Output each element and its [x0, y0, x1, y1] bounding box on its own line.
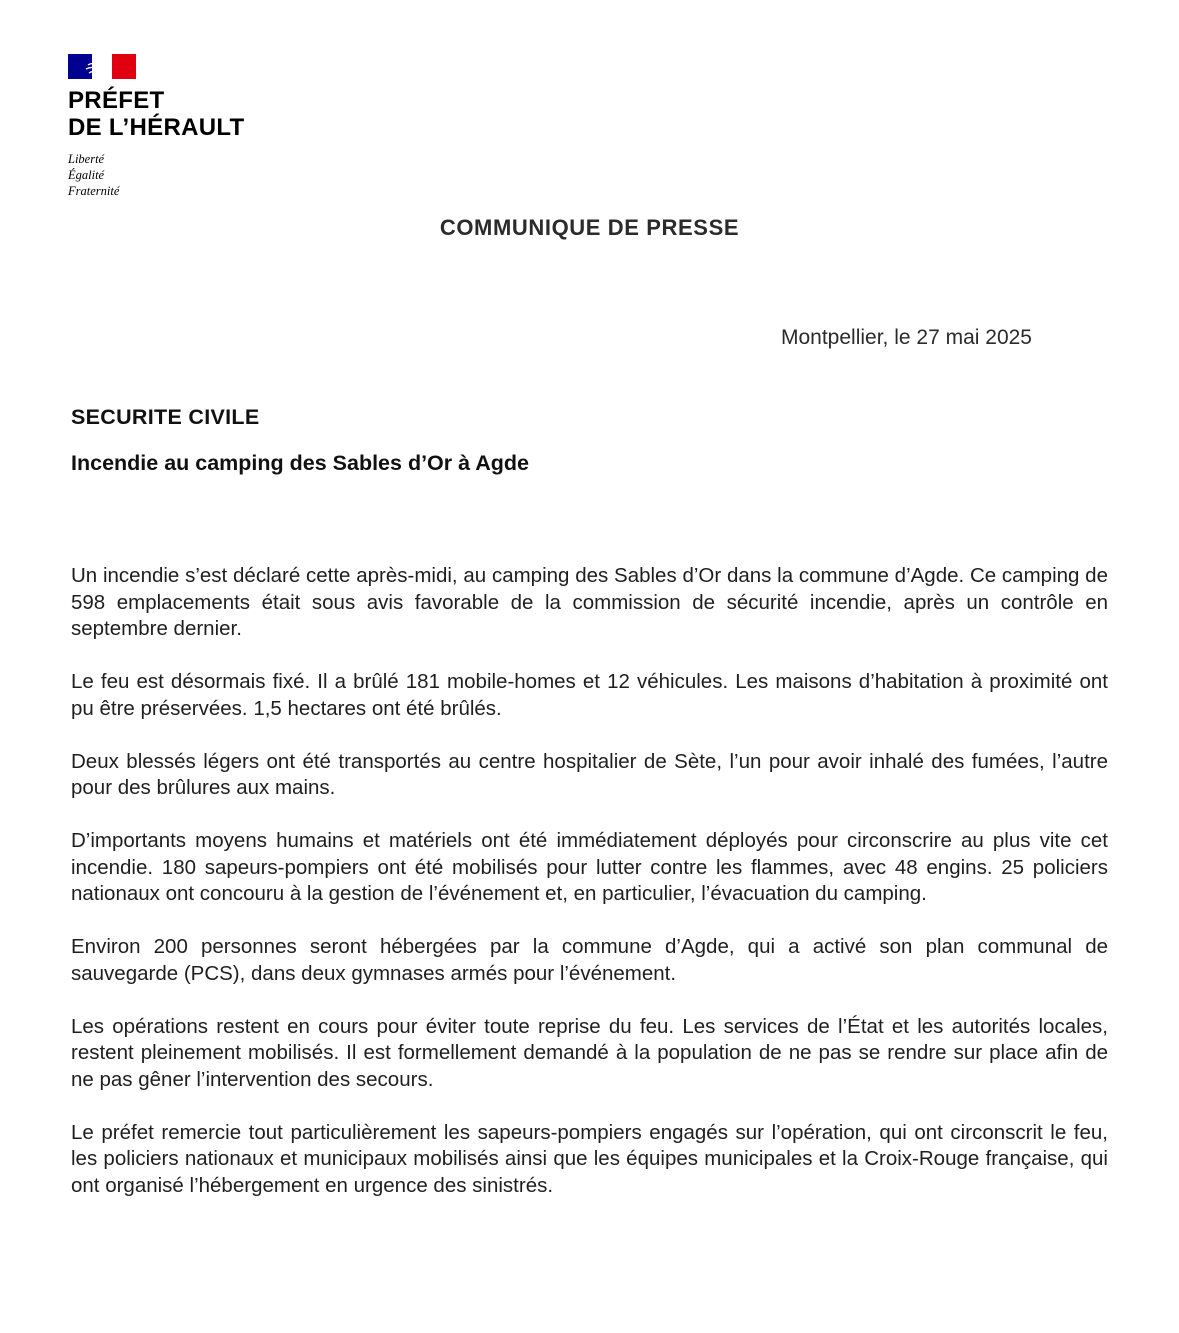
prefet-title [68, 87, 268, 141]
press-release-body [71, 563, 1108, 1226]
motto-line: Fraternité [68, 184, 120, 198]
prefet-title-line: PRÉFET [68, 87, 165, 114]
body-paragraph: Le préfet remercie tout particulièrement les sapeurs-pompiers engagés sur l’opération, qui ont circonscrit le feu, les policiers nationaux et municipaux mobilisés ainsi que les équipes municipales et la Croix-Rouge française, qui ont organisé l’hébergement en urgence des sinistrés. [71, 1120, 1108, 1197]
document-type-title: COMMUNIQUE DE PRESSE [439, 215, 740, 240]
section-heading: SECURITE CIVILE [71, 405, 260, 429]
press-release-headline: Incendie au camping des Sables d’Or à Agde [71, 451, 529, 475]
motto-line: Liberté [68, 152, 105, 166]
flag-blue-band [68, 54, 92, 79]
marianne-flag-icon [68, 54, 136, 79]
body-paragraph: Un incendie s’est déclaré cette après-midi, au camping des Sables d’Or dans la commune d’Agde. Ce camping de 598 emplacements était sous avis favorable de la commission de sécurité incendie, après un contrôle en septembre dernier. [71, 564, 1108, 640]
place-and-date: Montpellier, le 27 mai 2025 [781, 326, 1032, 349]
body-paragraph: D’importants moyens humains et matériels ont été immédiatement déployés pour circonscrire au plus vite cet incendie. 180 sapeurs-pompiers ont été mobilisés pour lutter contre les flammes, avec 48 engins. 25 policiers nationaux ont concouru à la gestion de l’événement et, en particulier, l’évacuation du camping. [71, 829, 1108, 905]
body-paragraph: Environ 200 personnes seront hébergées par la commune d’Agde, qui a activé son plan communal de sauvegarde (PCS), dans deux gymnases armés pour l’événement. [71, 935, 1108, 985]
body-paragraph: Deux blessés légers ont été transportés au centre hospitalier de Sète, l’un pour avoir inhalé des fumées, l’autre pour des brûlures aux mains. [71, 749, 1108, 799]
prefecture-logo [68, 54, 268, 199]
body-paragraph: Le feu est désormais fixé. Il a brûlé 181 mobile-homes et 12 véhicules. Les maisons d’habitation à proximité ont pu être préservées. 1,5 hectares ont été brûlés. [71, 670, 1108, 720]
body-paragraph: Les opérations restent en cours pour éviter toute reprise du feu. Les services de l’État et les autorités locales, restent pleinement mobilisés. Il est formellement demandé à la population de ne pas se rendre sur place afin de ne pas gêner l’intervention des secours. [71, 1014, 1108, 1091]
republic-motto [68, 151, 268, 199]
flag-red-band [112, 54, 136, 79]
motto-line: Égalité [68, 168, 105, 182]
prefet-title-line: DE L’HÉRAULT [68, 114, 245, 141]
